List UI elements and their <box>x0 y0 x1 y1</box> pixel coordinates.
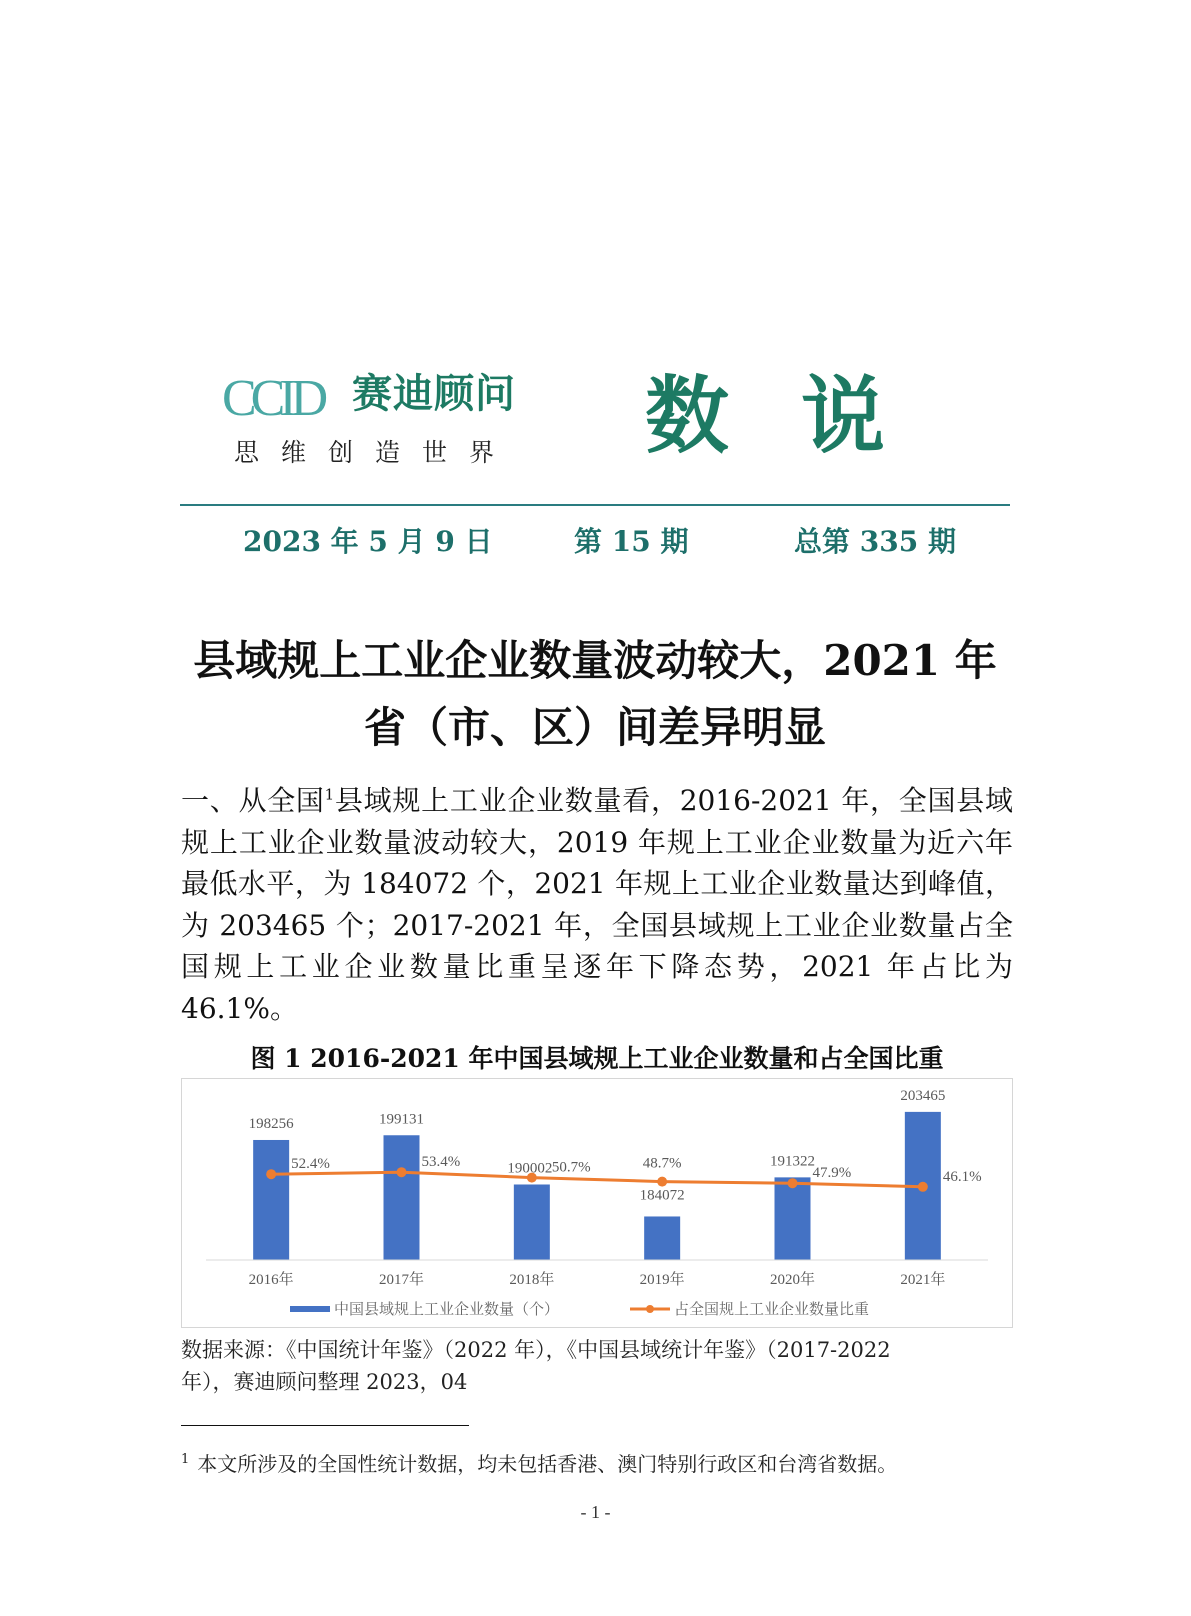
legend-line-marker <box>646 1305 654 1313</box>
body-text-rest: 县域规上工业企业数量看，2016-2021 年，全国县域规上工业企业数量波动较大，2019 年规上工业企业数量为近六年最低水平，为 184072 个，2021 年规上工业企业数量达到峰值，为 203465 个；2017-2021 年，全国县域规上工业企业数量占全国规上工业企业数量比重呈逐年下降态势，2021 年占比为 46.1%。 <box>181 784 1013 1025</box>
source-note-line-2: 年），赛迪顾问整理 2023，04 <box>181 1370 468 1394</box>
share-point-2020年 <box>788 1178 798 1188</box>
bar-value-label: 184072 <box>639 1187 685 1204</box>
share-value-label: 47.9% <box>812 1165 852 1182</box>
issue-date: 2023 年 5 月 9 日 <box>243 525 493 558</box>
x-tick-label: 2017年 <box>378 1272 425 1288</box>
column-title: 数说 <box>645 367 958 465</box>
body-paragraph <box>181 780 1013 1029</box>
footnote-text: 本文所涉及的全国性统计数据，均未包括香港、澳门特别行政区和台湾省数据。 <box>197 1452 898 1476</box>
bar-value-label: 190002 <box>507 1160 553 1177</box>
brand-logo: CCID <box>222 370 323 427</box>
x-tick-label: 2016年 <box>248 1272 294 1288</box>
x-tick-label: 2019年 <box>639 1272 685 1288</box>
share-point-2021年 <box>918 1182 928 1192</box>
bar-2018年 <box>514 1184 550 1260</box>
bar-value-label: 191322 <box>770 1153 815 1170</box>
footnote-divider <box>181 1425 469 1426</box>
ticks-group <box>249 1270 946 1288</box>
article-title-line-2: 省（市、区）间差异明显 <box>363 703 826 752</box>
bar-2020年 <box>775 1177 811 1260</box>
brand-name: 赛迪顾问 <box>352 371 516 417</box>
bar-2017年 <box>384 1135 420 1260</box>
bar-value-label: 198256 <box>248 1115 294 1132</box>
share-point-2019年 <box>657 1177 667 1187</box>
body-text-start: 一、从全国 <box>181 784 325 817</box>
legend-line-label: 占全国规上工业企业数量比重 <box>674 1302 870 1318</box>
bar-2016年 <box>253 1140 289 1260</box>
brand-slogan: 思维创造世界 <box>234 438 517 467</box>
issue-total: 总第 335 期 <box>794 525 956 558</box>
share-value-label: 50.7% <box>551 1159 591 1176</box>
chart-svg <box>182 1079 1014 1329</box>
source-note-line-1: 数据来源：《中国统计年鉴》（2022 年），《中国县域统计年鉴》（2017-2022 <box>181 1338 891 1362</box>
share-value-label: 46.1% <box>942 1168 982 1185</box>
footnote <box>181 1454 897 1474</box>
x-tick-label: 2021年 <box>900 1272 946 1288</box>
issue-number: 第 15 期 <box>574 525 689 558</box>
share-value-label: 53.4% <box>421 1154 461 1171</box>
share-point-2017年 <box>397 1167 407 1177</box>
x-tick-label: 2020年 <box>769 1272 816 1288</box>
bar-value-label: 203465 <box>900 1087 946 1104</box>
x-tick-label: 2018年 <box>509 1272 555 1288</box>
share-value-label: 48.7% <box>642 1155 682 1172</box>
chart <box>181 1078 1013 1328</box>
bar-value-label: 199131 <box>379 1111 424 1128</box>
legend <box>290 1301 869 1318</box>
share-point-2016年 <box>266 1169 276 1179</box>
figure-caption: 图 1 2016-2021 年中国县域规上工业企业数量和占全国比重 <box>250 1044 944 1073</box>
share-value-label: 52.4% <box>291 1156 330 1173</box>
header-divider <box>180 504 1010 506</box>
footnote-reference[interactable]: 1 <box>324 785 335 804</box>
page-number: - 1 - <box>580 1502 611 1522</box>
bar-2019年 <box>644 1216 680 1260</box>
footnote-number: 1 <box>181 1452 190 1468</box>
article-title-line-1: 县域规上工业企业数量波动较大，2021 年 <box>193 636 997 685</box>
legend-bar-label: 中国县域规上工业企业数量（个） <box>334 1302 560 1318</box>
